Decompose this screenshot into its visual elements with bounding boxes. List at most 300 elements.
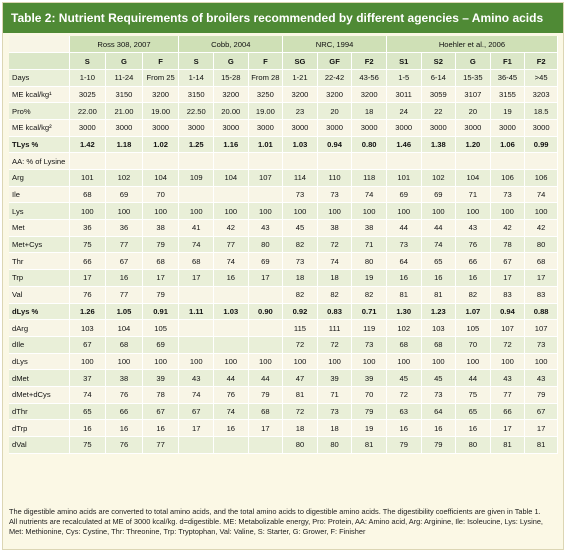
phase-header: F: [248, 53, 283, 70]
table-cell: 3107: [456, 86, 491, 103]
table-cell: 100: [525, 353, 558, 370]
table-cell: [214, 336, 249, 353]
row-label: Ile: [9, 186, 69, 203]
table-row: [9, 170, 558, 187]
table-cell: 45: [386, 370, 421, 387]
table-cell: 18: [352, 103, 387, 120]
phase-header: F: [142, 53, 179, 70]
table-cell: 83: [490, 286, 525, 303]
table-cell: 100: [490, 353, 525, 370]
table-cell: 20: [456, 103, 491, 120]
table-cell: 77: [214, 236, 249, 253]
table-cell: 1.18: [106, 136, 143, 153]
table-cell: [490, 153, 525, 170]
table-cell: 104: [214, 170, 249, 187]
table-cell: 76: [69, 286, 106, 303]
table-cell: 3000: [69, 119, 106, 136]
phase-header: G: [214, 53, 249, 70]
table-cell: 19.00: [142, 103, 179, 120]
row-label: AA: % of Lysine: [9, 153, 69, 170]
table-cell: [179, 320, 214, 337]
table-cell: 3200: [142, 86, 179, 103]
table-cell: 1.03: [214, 303, 249, 320]
table-cell: 19: [352, 420, 387, 437]
table-cell: 100: [421, 353, 456, 370]
table-cell: 74: [69, 386, 106, 403]
table-cell: 71: [352, 236, 387, 253]
table-cell: 1.16: [214, 136, 249, 153]
table-cell: 104: [456, 170, 491, 187]
table-cell: 3250: [248, 86, 283, 103]
phase-header: GF: [317, 53, 352, 70]
table-cell: 0.91: [142, 303, 179, 320]
table-cell: 67: [490, 253, 525, 270]
table-cell: [142, 153, 179, 170]
table-cell: 1.07: [456, 303, 491, 320]
table-cell: 17: [525, 270, 558, 287]
table-cell: 76: [214, 386, 249, 403]
table-cell: 73: [490, 186, 525, 203]
table-cell: 39: [142, 370, 179, 387]
table-cell: 103: [421, 320, 456, 337]
table-cell: [214, 437, 249, 454]
table-cell: 107: [490, 320, 525, 337]
table-cell: 68: [525, 253, 558, 270]
table-cell: 38: [317, 220, 352, 237]
table-cell: 44: [386, 220, 421, 237]
table-cell: 36: [106, 220, 143, 237]
table-cell: 73: [283, 186, 318, 203]
table-cell: 42: [525, 220, 558, 237]
table-cell: 69: [386, 186, 421, 203]
table-cell: 1.30: [386, 303, 421, 320]
table-cell: 1.05: [106, 303, 143, 320]
table-cell: 67: [142, 403, 179, 420]
table-cell: [525, 153, 558, 170]
table-cell: 100: [214, 203, 249, 220]
table-cell: 0.94: [490, 303, 525, 320]
table-cell: [179, 286, 214, 303]
table-cell: 79: [525, 386, 558, 403]
table-cell: 1.20: [456, 136, 491, 153]
table-row: [9, 220, 558, 237]
table-cell: [248, 153, 283, 170]
table-cell: 81: [490, 437, 525, 454]
table-cell: 43: [525, 370, 558, 387]
table-cell: [179, 437, 214, 454]
phase-header-row: [9, 53, 558, 70]
table-cell: 24: [386, 103, 421, 120]
table-cell: [179, 153, 214, 170]
table-row: [9, 103, 558, 120]
table-cell: 102: [386, 320, 421, 337]
table-cell: 1.23: [421, 303, 456, 320]
table-cell: 103: [69, 320, 106, 337]
table-cell: [248, 336, 283, 353]
table-cell: 43: [456, 220, 491, 237]
row-label: dMet+dCys: [9, 386, 69, 403]
table-cell: 100: [142, 353, 179, 370]
table-cell: 3000: [525, 119, 558, 136]
table-cell: 16: [69, 420, 106, 437]
table-cell: 36-45: [490, 69, 525, 86]
table-cell: 22-42: [317, 69, 352, 86]
table-cell: 3000: [283, 119, 318, 136]
table-cell: 81: [421, 286, 456, 303]
table-cell: 0.71: [352, 303, 387, 320]
table-cell: 3000: [214, 119, 249, 136]
table-cell: 77: [106, 236, 143, 253]
table-cell: 70: [456, 336, 491, 353]
table-cell: 39: [352, 370, 387, 387]
table-cell: 21.00: [106, 103, 143, 120]
table-cell: 65: [456, 403, 491, 420]
table-cell: 102: [421, 170, 456, 187]
table-cell: 3000: [106, 119, 143, 136]
table-cell: 47: [283, 370, 318, 387]
table-cell: From 28: [248, 69, 283, 86]
table-cell: From 25: [142, 69, 179, 86]
phase-header: S: [69, 53, 106, 70]
table-cell: 6-14: [421, 69, 456, 86]
table-cell: 72: [283, 403, 318, 420]
table-row: [9, 320, 558, 337]
table-cell: 72: [386, 386, 421, 403]
table-cell: >45: [525, 69, 558, 86]
table-row: [9, 253, 558, 270]
table-row: [9, 119, 558, 136]
table-cell: 76: [106, 437, 143, 454]
row-label: dLys %: [9, 303, 69, 320]
table-cell: 17: [69, 270, 106, 287]
table-cell: 74: [317, 253, 352, 270]
table-row: [9, 303, 558, 320]
group-header: Ross 308, 2007: [69, 36, 179, 53]
table-cell: 105: [456, 320, 491, 337]
table-title-text: Nutrient Requirements of broilers recommended by different agencies – Amino acids: [58, 11, 544, 25]
table-cell: [352, 153, 387, 170]
table-cell: 74: [179, 386, 214, 403]
table-cell: 16: [456, 420, 491, 437]
table-cell: 37: [69, 370, 106, 387]
table-cell: 79: [386, 437, 421, 454]
table-cell: [421, 153, 456, 170]
table-cell: 82: [317, 286, 352, 303]
table-cell: 3000: [386, 119, 421, 136]
table-cell: 70: [142, 186, 179, 203]
row-label: Arg: [9, 170, 69, 187]
table-cell: [214, 286, 249, 303]
footnote-line: All nutrients are recalculated at ME of 3000 kcal/kg. d=digestible. ME: Metabolizable energy, Pro: Protein, AA: Amino acid, Arg: Arginine, Ile: Isoleucine, Lys: Lysine,: [9, 517, 543, 526]
footnote-line: Met: Methionine, Cys: Cystine, Thr: Threonine, Trp: Tryptophan, Val: Valine, S: Starter, G: Grower, F: Finisher: [9, 527, 366, 536]
table-cell: 41: [179, 220, 214, 237]
table-cell: 100: [456, 203, 491, 220]
table-cell: 65: [69, 403, 106, 420]
table-cell: 17: [490, 420, 525, 437]
table-cell: [214, 320, 249, 337]
table-cell: 81: [352, 437, 387, 454]
table-cell: 104: [106, 320, 143, 337]
table-cell: 23: [283, 103, 318, 120]
table-cell: 82: [456, 286, 491, 303]
phase-header: F2: [352, 53, 387, 70]
table-cell: 19: [490, 103, 525, 120]
table-cell: 16: [386, 420, 421, 437]
table-cell: 100: [283, 203, 318, 220]
table-cell: 73: [317, 186, 352, 203]
table-cell: 69: [421, 186, 456, 203]
table-cell: 100: [248, 353, 283, 370]
table-cell: 77: [106, 286, 143, 303]
table-cell: 70: [352, 386, 387, 403]
table-cell: 83: [525, 286, 558, 303]
table-cell: 15-28: [214, 69, 249, 86]
phase-header: G: [106, 53, 143, 70]
table-cell: 3200: [352, 86, 387, 103]
table-cell: 102: [106, 170, 143, 187]
table-cell: 3000: [248, 119, 283, 136]
table-cell: 74: [525, 186, 558, 203]
row-label: Met: [9, 220, 69, 237]
row-label: dMet: [9, 370, 69, 387]
phase-corner-cell: [9, 53, 69, 70]
row-label: Days: [9, 69, 69, 86]
table-cell: 1-14: [179, 69, 214, 86]
table-cell: 18: [317, 420, 352, 437]
table-cell: 44: [421, 220, 456, 237]
table-cell: 19.00: [248, 103, 283, 120]
table-cell: 3025: [69, 86, 106, 103]
table-cell: 75: [69, 236, 106, 253]
table-cell: 82: [283, 236, 318, 253]
table-row: [9, 386, 558, 403]
table-cell: 72: [317, 236, 352, 253]
phase-header: S1: [386, 53, 421, 70]
table-cell: 74: [214, 403, 249, 420]
table-cell: 68: [421, 336, 456, 353]
table-cell: 73: [386, 236, 421, 253]
table-cell: 72: [490, 336, 525, 353]
table-cell: 43: [248, 220, 283, 237]
table-cell: 16: [106, 270, 143, 287]
table-cell: 79: [142, 286, 179, 303]
table-cell: 77: [142, 437, 179, 454]
table-cell: 79: [248, 386, 283, 403]
table-cell: 17: [248, 420, 283, 437]
table-cell: 82: [283, 286, 318, 303]
table-row: [9, 420, 558, 437]
table-cell: 20: [317, 103, 352, 120]
table-cell: 22.00: [69, 103, 106, 120]
table-cell: 0.99: [525, 136, 558, 153]
phase-header: G: [456, 53, 491, 70]
table-cell: 74: [179, 236, 214, 253]
phase-header: S: [179, 53, 214, 70]
table-cell: 66: [456, 253, 491, 270]
group-header: Cobb, 2004: [179, 36, 283, 53]
table-cell: [283, 153, 318, 170]
table-cell: 64: [386, 253, 421, 270]
table-row: [9, 403, 558, 420]
table-cell: 1.06: [490, 136, 525, 153]
table-cell: [69, 153, 106, 170]
table-cell: 39: [317, 370, 352, 387]
table-cell: 118: [352, 170, 387, 187]
table-cell: 1.25: [179, 136, 214, 153]
table-cell: 80: [248, 236, 283, 253]
table-cell: 72: [317, 336, 352, 353]
table-cell: 3000: [317, 119, 352, 136]
table-row: [9, 203, 558, 220]
table-cell: 75: [456, 386, 491, 403]
table-cell: 3155: [490, 86, 525, 103]
table-row: [9, 86, 558, 103]
table-row: [9, 136, 558, 153]
table-cell: 100: [179, 203, 214, 220]
table-cell: 100: [248, 203, 283, 220]
row-label: Lys: [9, 203, 69, 220]
row-label: dThr: [9, 403, 69, 420]
table-row: [9, 437, 558, 454]
table-cell: 100: [283, 353, 318, 370]
table-cell: 44: [214, 370, 249, 387]
table-cell: 100: [525, 203, 558, 220]
table-cell: 3000: [490, 119, 525, 136]
table-cell: 19: [352, 270, 387, 287]
table-cell: 100: [421, 203, 456, 220]
row-label: ME kcal/kg²: [9, 119, 69, 136]
table-cell: 18.5: [525, 103, 558, 120]
table-cell: 72: [283, 336, 318, 353]
table-cell: 16: [386, 270, 421, 287]
table-cell: 0.94: [317, 136, 352, 153]
table-cell: [317, 153, 352, 170]
table-cell: 78: [490, 236, 525, 253]
table-frame: [2, 2, 564, 550]
table-cell: 68: [142, 253, 179, 270]
table-cell: 67: [106, 253, 143, 270]
table-cell: 42: [490, 220, 525, 237]
table-cell: 66: [490, 403, 525, 420]
table-cell: [248, 186, 283, 203]
table-title-prefix: Table 2:: [11, 11, 59, 25]
table-cell: 45: [421, 370, 456, 387]
phase-header: S2: [421, 53, 456, 70]
row-label: Thr: [9, 253, 69, 270]
table-cell: 73: [421, 386, 456, 403]
table-cell: 3200: [283, 86, 318, 103]
table-cell: 71: [317, 386, 352, 403]
table-cell: 1.42: [69, 136, 106, 153]
table-cell: 3000: [179, 119, 214, 136]
table-cell: 18: [283, 420, 318, 437]
table-cell: 101: [69, 170, 106, 187]
table-cell: 68: [106, 336, 143, 353]
table-row: [9, 353, 558, 370]
table-cell: 100: [352, 203, 387, 220]
table-cell: 100: [352, 353, 387, 370]
table-cell: 80: [456, 437, 491, 454]
table-cell: 100: [69, 353, 106, 370]
table-cell: 106: [525, 170, 558, 187]
corner-cell: [9, 36, 69, 53]
table-cell: 3200: [214, 86, 249, 103]
table-cell: 64: [421, 403, 456, 420]
table-cell: 63: [386, 403, 421, 420]
table-cell: 79: [421, 437, 456, 454]
table-cell: 38: [352, 220, 387, 237]
table-cell: 119: [352, 320, 387, 337]
table-cell: 66: [106, 403, 143, 420]
table-cell: 80: [352, 253, 387, 270]
table-cell: 3203: [525, 86, 558, 103]
table-cell: 0.83: [317, 303, 352, 320]
table-cell: 18: [317, 270, 352, 287]
table-cell: 43-56: [352, 69, 387, 86]
table-cell: [214, 153, 249, 170]
table-cell: 3150: [106, 86, 143, 103]
table-cell: 16: [106, 420, 143, 437]
row-label: Val: [9, 286, 69, 303]
table-cell: 68: [69, 186, 106, 203]
table-cell: 69: [106, 186, 143, 203]
table-cell: 1.46: [386, 136, 421, 153]
table-cell: 79: [352, 403, 387, 420]
table-cell: 68: [179, 253, 214, 270]
table-cell: 17: [525, 420, 558, 437]
table-cell: 74: [421, 236, 456, 253]
table-cell: 22.50: [179, 103, 214, 120]
table-cell: 77: [490, 386, 525, 403]
table-cell: 79: [142, 236, 179, 253]
table-cell: [106, 153, 143, 170]
table-cell: 100: [106, 353, 143, 370]
table-cell: 100: [317, 353, 352, 370]
row-label: Pro%: [9, 103, 69, 120]
table-cell: 43: [490, 370, 525, 387]
table-cell: 80: [525, 236, 558, 253]
table-cell: 3000: [421, 119, 456, 136]
table-cell: 80: [317, 437, 352, 454]
table-cell: 1.03: [283, 136, 318, 153]
table-cell: 68: [386, 336, 421, 353]
table-cell: 17: [142, 270, 179, 287]
table-cell: 1.02: [142, 136, 179, 153]
table-cell: 0.88: [525, 303, 558, 320]
table-cell: 100: [490, 203, 525, 220]
table-cell: [386, 153, 421, 170]
table-cell: 16: [214, 420, 249, 437]
phase-header: SG: [283, 53, 318, 70]
table-cell: 76: [106, 386, 143, 403]
table-cell: 17: [490, 270, 525, 287]
table-row: [9, 370, 558, 387]
table-row: [9, 186, 558, 203]
table-cell: 109: [179, 170, 214, 187]
table-cell: 100: [214, 353, 249, 370]
table-cell: 36: [69, 220, 106, 237]
table-cell: 75: [69, 437, 106, 454]
row-label: dTrp: [9, 420, 69, 437]
table-cell: 100: [142, 203, 179, 220]
table-cell: [214, 186, 249, 203]
table-cell: [179, 336, 214, 353]
table-cell: 65: [421, 253, 456, 270]
table-cell: [248, 286, 283, 303]
table-cell: 100: [386, 353, 421, 370]
table-cell: 3011: [386, 86, 421, 103]
table-cell: 73: [352, 336, 387, 353]
